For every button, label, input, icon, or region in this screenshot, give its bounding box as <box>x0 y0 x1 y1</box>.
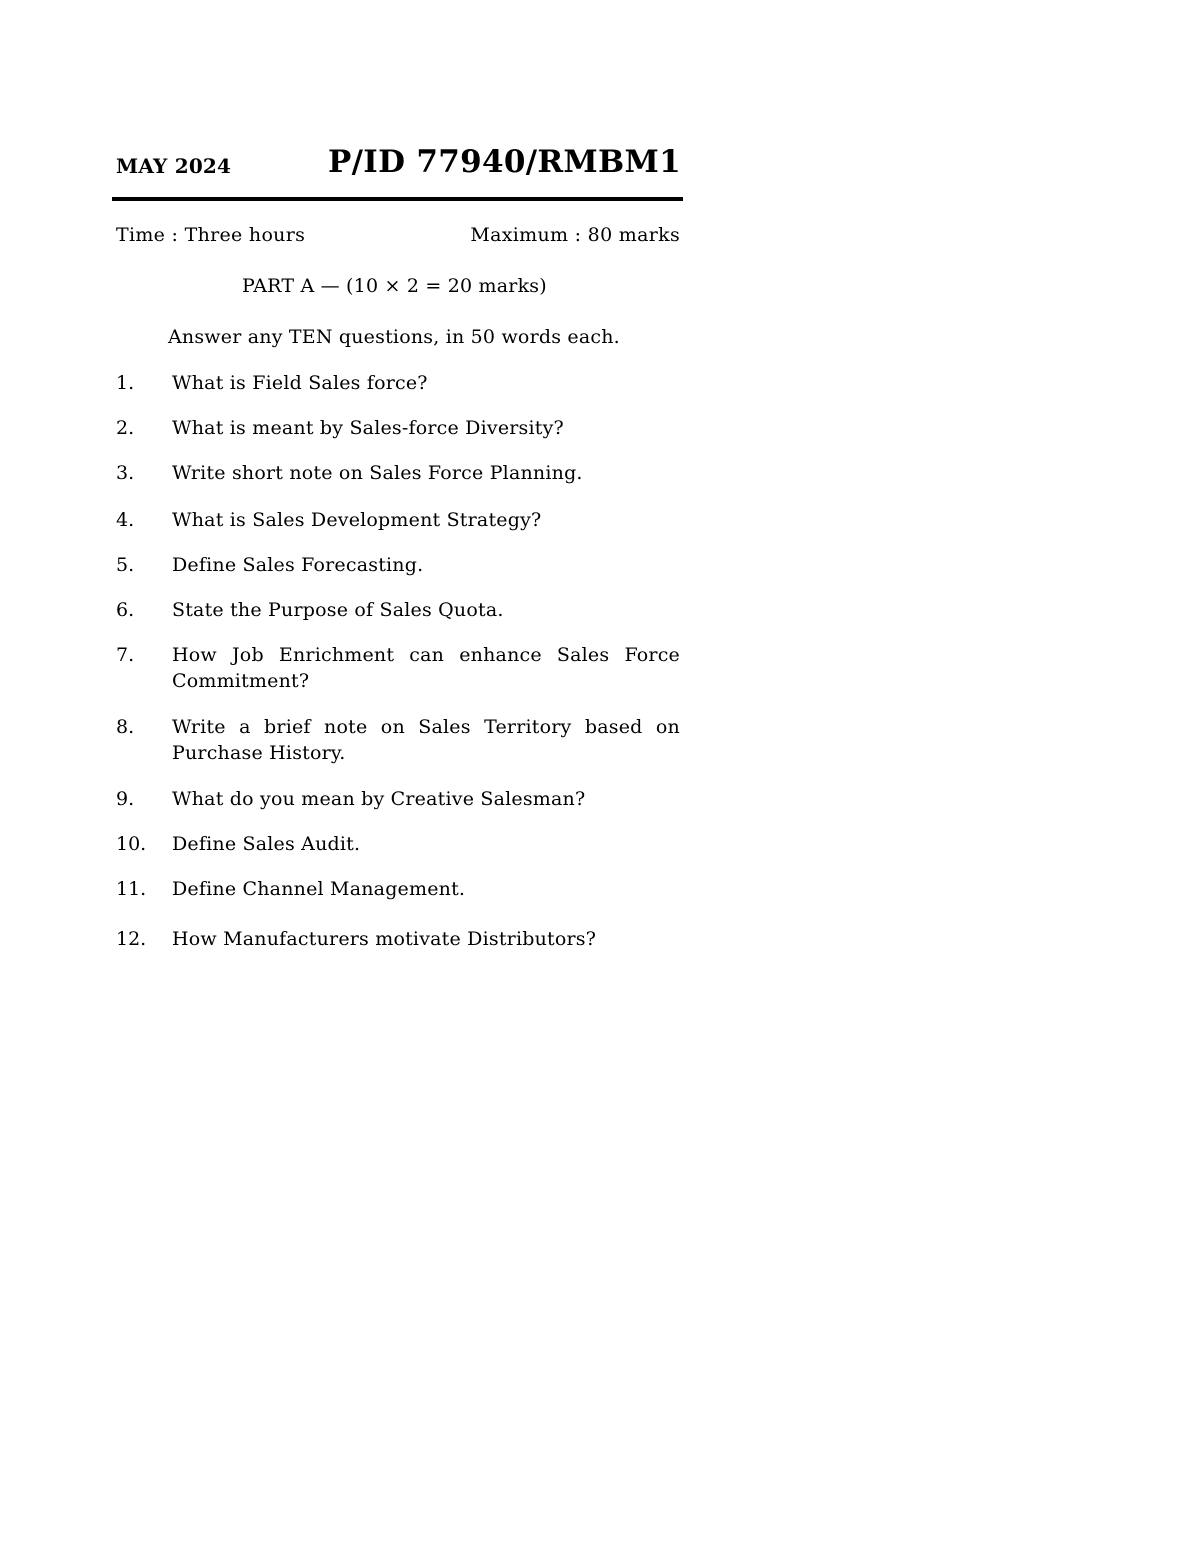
question-text: Define Sales Audit. <box>172 833 361 855</box>
part-a-heading: PART A — (10 × 2 = 20 marks) <box>242 275 547 297</box>
question-number: 2. <box>116 417 135 439</box>
header-divider <box>112 197 683 201</box>
question-item <box>116 415 680 441</box>
page-header <box>116 140 683 186</box>
question-text: What do you mean by Creative Salesman? <box>172 788 586 810</box>
question-item <box>116 552 680 578</box>
question-text: Define Sales Forecasting. <box>172 554 424 576</box>
question-item <box>116 786 680 812</box>
question-number: 11. <box>116 878 147 900</box>
question-text: Write a brief note on Sales Territory based on Purchase History. <box>172 716 680 764</box>
question-text: Write short note on Sales Force Planning. <box>172 462 583 484</box>
question-item <box>116 370 680 396</box>
question-item <box>116 460 680 486</box>
question-item <box>116 597 680 623</box>
paper-code: P/ID 77940/RMBM1 <box>328 144 681 180</box>
question-item <box>116 831 680 857</box>
question-text: What is meant by Sales-force Diversity? <box>172 417 564 439</box>
question-number: 3. <box>116 462 135 484</box>
question-item <box>116 714 680 766</box>
question-number: 12. <box>116 928 147 950</box>
question-number: 6. <box>116 599 135 621</box>
question-text: What is Sales Development Strategy? <box>172 509 542 531</box>
question-text: How Job Enrichment can enhance Sales Force Commitment? <box>172 644 680 692</box>
question-item <box>116 642 680 694</box>
question-text: State the Purpose of Sales Quota. <box>172 599 504 621</box>
question-number: 9. <box>116 788 135 810</box>
question-item <box>116 507 680 533</box>
question-number: 4. <box>116 509 135 531</box>
question-text: Define Channel Management. <box>172 878 466 900</box>
question-number: 1. <box>116 372 135 394</box>
exam-duration: Time : Three hours <box>116 224 306 246</box>
question-number: 10. <box>116 833 147 855</box>
question-text: What is Field Sales force? <box>172 372 428 394</box>
exam-month-year: MAY 2024 <box>116 154 232 178</box>
question-number: 5. <box>116 554 135 576</box>
question-number: 8. <box>116 716 135 738</box>
question-text: How Manufacturers motivate Distributors? <box>172 928 597 950</box>
question-item <box>116 876 680 902</box>
maximum-marks: Maximum : 80 marks <box>470 224 680 246</box>
part-a-instruction: Answer any TEN questions, in 50 words each. <box>168 326 620 348</box>
question-number: 7. <box>116 644 135 666</box>
question-item <box>116 926 680 952</box>
